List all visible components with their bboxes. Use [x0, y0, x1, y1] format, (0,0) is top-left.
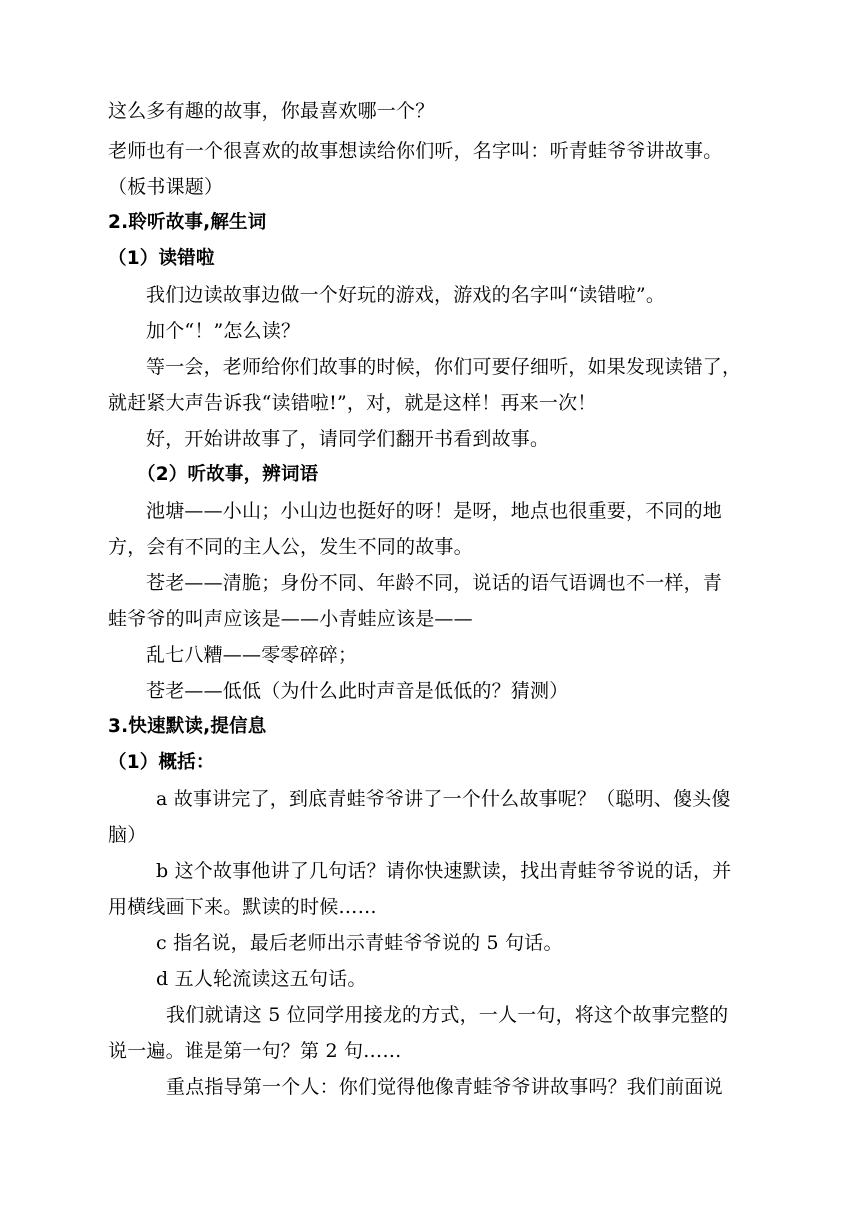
text-line: 方，会有不同的主人公，发生不同的故事。	[108, 536, 473, 558]
subsection-heading: （2）听故事，辨词语	[137, 464, 319, 485]
text-line: 好，开始讲故事了，请同学们翻开书看到故事。	[146, 428, 550, 450]
text-line: 加个“！”怎么读？	[146, 320, 301, 342]
text-line: 蛙爷爷的叫声应该是——小青蛙应该是——	[108, 608, 473, 630]
text-line: 等一会，老师给你们故事的时候，你们可要仔细听，如果发现读错了，	[146, 356, 742, 378]
text-line: 我们就请这 5 位同学用接龙的方式，一人一句，将这个故事完整的	[166, 1004, 729, 1026]
subsection-heading: （1）读错啦	[108, 248, 215, 269]
text-line: 我们边读故事边做一个好玩的游戏，游戏的名字叫“读错啦”。	[146, 284, 666, 306]
text-line: 重点指导第一个人：你们觉得他像青蛙爷爷讲故事吗？我们前面说	[166, 1076, 723, 1098]
section-heading: 3.快速默读,提信息	[108, 716, 267, 737]
text-line: 苍老——低低（为什么此时声音是低低的？猜测）	[146, 680, 569, 702]
text-line: 乱七八糟——零零碎碎；	[146, 644, 358, 666]
text-line: d 五人轮流读这五句话。	[156, 968, 367, 990]
text-line: 这么多有趣的故事，你最喜欢哪一个？	[108, 100, 435, 122]
text-line: 用横线画下来。默读的时候……	[108, 896, 377, 918]
text-line: （板书课题）	[108, 176, 224, 198]
text-line: 池塘——小山；小山边也挺好的呀！是呀，地点也很重要，不同的地	[146, 500, 723, 522]
subsection-heading: （1）概括：	[108, 752, 215, 773]
text-line: 老师也有一个很喜欢的故事想读给你们听，名字叫：听青蛙爷爷讲故事。	[108, 140, 723, 162]
section-heading: 2.聆听故事,解生词	[108, 212, 267, 233]
text-line: c 指名说，最后老师出示青蛙爷爷说的 5 句话。	[156, 932, 563, 954]
text-line: 就赶紧大声告诉我“读错啦!”，对，就是这样！再来一次！	[108, 392, 597, 414]
text-line: a 故事讲完了，到底青蛙爷爷讲了一个什么故事呢？（聪明、傻头傻	[156, 788, 731, 810]
text-line: 脑）	[108, 824, 147, 846]
text-line: b 这个故事他讲了几句话？请你快速默读，找出青蛙爷爷说的话，并	[156, 860, 732, 882]
text-line: 说一遍。谁是第一句？第 2 句……	[108, 1040, 402, 1062]
text-line: 苍老——清脆；身份不同、年龄不同，说话的语气语调也不一样，青	[146, 572, 723, 594]
